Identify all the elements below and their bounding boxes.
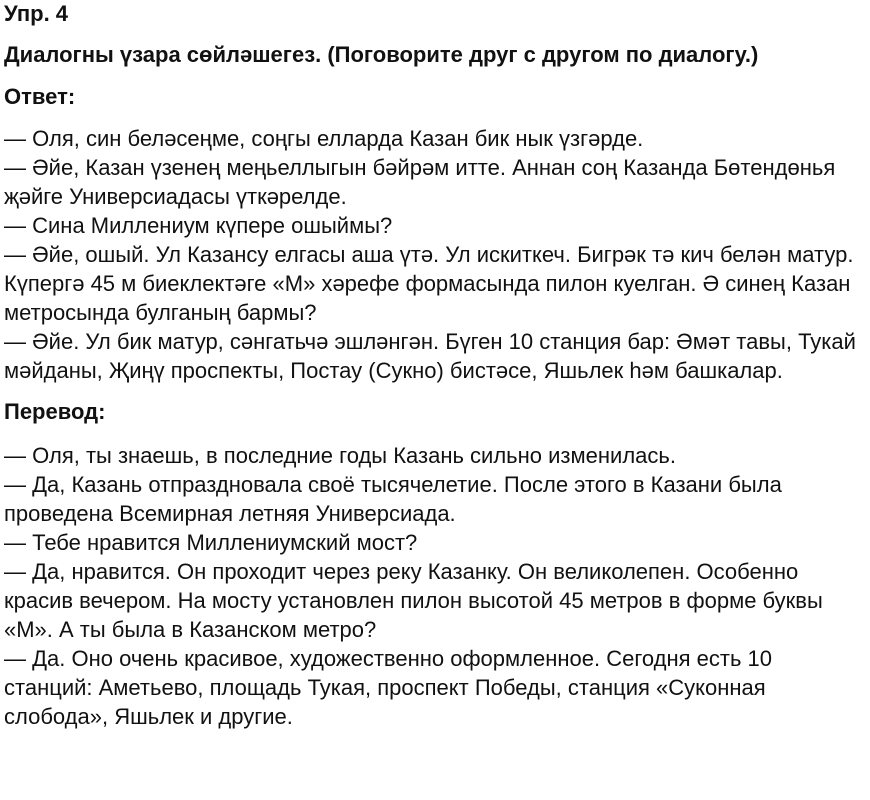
dialogue-line: — Әйе. Ул бик матур, сәнгатьчә эшләнгән. Бүген 10 станция бар: Әмәт тавы, Тукай мәйданы, Җиңү проспекты, Постау (Сукно) бистәсе, Яшьлек һәм башкалар.: [4, 329, 856, 383]
dialogue-line: — Әйе, Казан үзенең меңьеллыгын бәйрәм итте. Аннан соң Казанда Бөтендөнья җәйге Универсиадасы үткәрелде.: [4, 155, 836, 209]
answer-dialogue: [4, 124, 864, 385]
translation-dialogue: [4, 441, 864, 731]
exercise-task: Диалогны үзара сөйләшегез. (Поговорите друг с другом по диалогу.): [4, 42, 759, 67]
dialogue-line: — Тебе нравится Миллениумский мост?: [4, 530, 418, 555]
dialogue-line: — Да. Оно очень красивое, художественно оформленное. Сегодня есть 10 станций: Аметьево, площадь Тукая, проспект Победы, станция «Суконная слобода», Яшьлек и другие.: [4, 646, 773, 729]
dialogue-line: — Да, Казань отпраздновала своё тысячелетие. После этого в Казани была проведена Всемирная летняя Универсиада.: [4, 472, 782, 526]
dialogue-line: — Оля, ты знаешь, в последние годы Казань сильно изменилась.: [4, 443, 676, 468]
dialogue-line: — Сина Миллениум күпере ошыймы?: [4, 213, 393, 238]
translation-heading: Перевод:: [4, 399, 106, 424]
dialogue-line: — Да, нравится. Он проходит через реку Казанку. Он великолепен. Особенно красив вечером. На мосту установлен пилон высотой 45 метров в форме буквы «М». А ты была в Казанском метро?: [4, 559, 823, 642]
dialogue-line: — Оля, син беләсеңме, соңгы елларда Казан бик нык үзгәрде.: [4, 126, 644, 151]
exercise-title: Упр. 4: [4, 1, 69, 26]
dialogue-line: — Әйе, ошый. Ул Казансу елгасы аша үтә. Ул искиткеч. Бигрәк тә кич белән матур. Күпергә 45 м биеклектәге «М» хәрефе формасында пилон куелган. Ә синең Казан метросында булганың бармы?: [4, 242, 854, 325]
answer-heading: Ответ:: [4, 84, 76, 109]
